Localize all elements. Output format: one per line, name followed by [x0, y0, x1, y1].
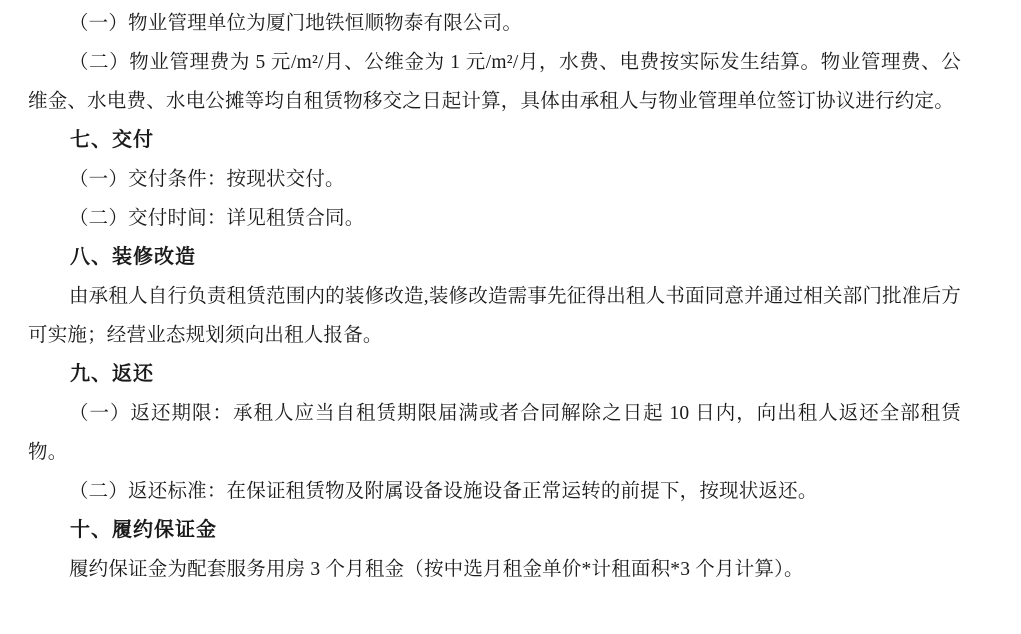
section-heading-eight: 八、装修改造	[70, 246, 196, 268]
clause-10-body: 履约保证金为配套服务用房 3 个月租金（按中选月租金单价*计租面积*3 个月计算）。	[68, 559, 804, 580]
clause-7-item-1: （一）交付条件：按现状交付。	[68, 169, 345, 190]
section-heading-ten: 十、履约保证金	[70, 519, 217, 541]
section-heading-seven: 七、交付	[70, 129, 154, 151]
section-heading-nine: 九、返还	[70, 363, 154, 385]
clause-7-item-2: （二）交付时间：详见租赁合同。	[68, 208, 365, 229]
clause-9-item-2: （二）返还标准：在保证租赁物及附属设备设施设备正常运转的前提下，按现状返还。	[68, 481, 818, 502]
clause-6-item-1: （一）物业管理单位为厦门地铁恒顺物泰有限公司。	[68, 13, 523, 34]
clause-9-item-1: （一）返还期限：承租人应当自租赁期限届满或者合同解除之日起 10 日内，向出租人返还全部租赁物。	[28, 403, 961, 463]
clause-6-item-2: （二）物业管理费为 5 元/m²/月、公维金为 1 元/m²/月，水费、电费按实际发生结算。物业管理费、公维金、水电费、水电公摊等均自租赁物移交之日起计算，具体由承租人与物业管理单位签订协议进行约定。	[28, 52, 961, 112]
clause-8-body: 由承租人自行负责租赁范围内的装修改造,装修改造需事先征得出租人书面同意并通过相关部门批准后方可实施；经营业态规划须向出租人报备。	[28, 286, 961, 346]
document-body	[28, 4, 961, 589]
